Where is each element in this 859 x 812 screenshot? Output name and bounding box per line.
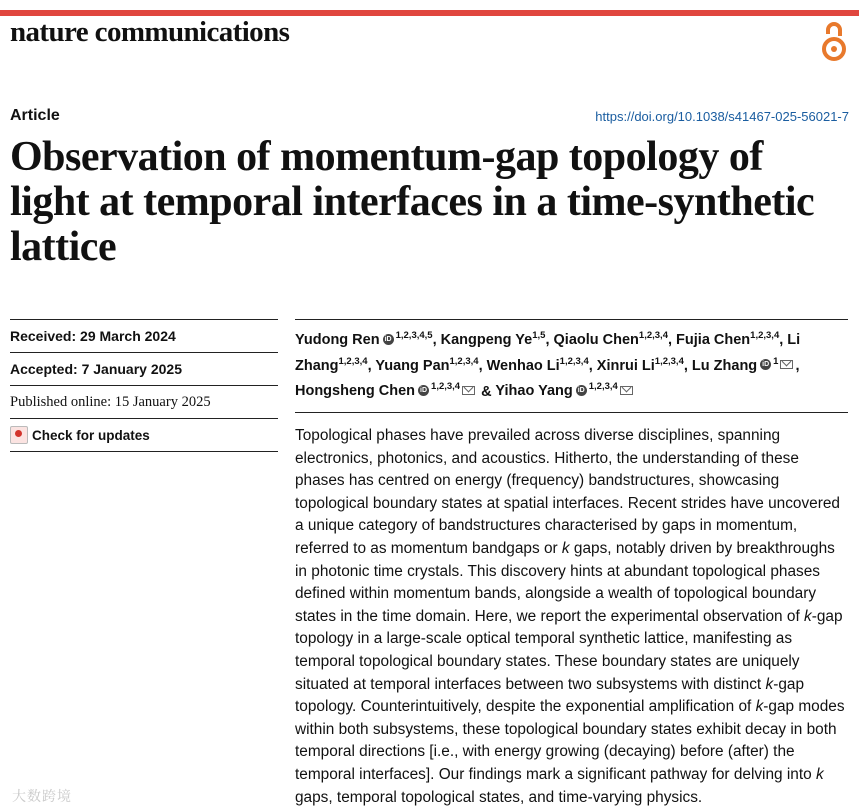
check-updates-icon	[10, 426, 28, 444]
author[interactable]	[596, 355, 684, 374]
article-title: Observation of momentum-gap topology of light at temporal interfaces in a time-synthetic lattice	[10, 134, 815, 270]
article-dates	[10, 319, 278, 452]
authors-top-rule	[295, 319, 848, 320]
received-label: Received:	[10, 328, 77, 344]
author-name: Qiaolu Chen	[553, 331, 639, 348]
author-affiliations: 1,2,3,4	[654, 355, 684, 367]
author-separator: ,	[779, 331, 788, 348]
author[interactable]	[375, 355, 479, 374]
accepted-label: Accepted:	[10, 361, 78, 377]
author-name: Li Zhang	[295, 331, 801, 374]
author[interactable]	[676, 332, 779, 348]
author-name: Kangpeng Ye	[440, 331, 533, 348]
received-row	[10, 319, 278, 352]
author-name: Hongsheng Chen	[295, 383, 416, 400]
author-affiliations: 1,5	[532, 330, 546, 341]
published-date: Published online: 15 January 2025	[10, 393, 211, 410]
author-name: Wenhao Li	[486, 357, 560, 374]
author-name: Yuang Pan	[375, 357, 450, 374]
orcid-icon[interactable]: iD	[420, 387, 428, 395]
author-affiliations: 1,2,3,4	[431, 381, 461, 393]
author-affiliations: 1,2,3,4	[750, 330, 780, 341]
author-name: Yudong Ren	[295, 331, 380, 348]
author[interactable]	[441, 332, 546, 348]
author-separator: &	[477, 383, 496, 400]
author-separator: ,	[795, 357, 800, 374]
accepted-date: 7 January 2025	[81, 361, 182, 377]
author[interactable]	[554, 332, 668, 348]
author[interactable]	[295, 332, 433, 348]
author-name: Fujia Chen	[676, 331, 751, 348]
author[interactable]	[295, 383, 477, 399]
author[interactable]	[495, 383, 634, 399]
accepted-row	[10, 352, 278, 385]
author-separator: ,	[478, 357, 487, 374]
author-separator: ,	[667, 331, 677, 348]
doi-link[interactable]: https://doi.org/10.1038/s41467-025-56021-7	[595, 109, 849, 124]
open-access-icon	[818, 20, 850, 64]
author-name: Xinrui Li	[596, 357, 655, 374]
orcid-icon[interactable]: iD	[762, 361, 770, 369]
journal-name[interactable]: nature communications	[10, 16, 290, 48]
email-icon[interactable]	[780, 360, 793, 369]
abstract: Topological phases have prevailed across diverse disciplines, spanning electronics, photonics, and acoustics. Hitherto, the understanding of these phases has centred on energy (frequency) bandstructures, showcasing topological boundary states at spatial interfaces. Recent strides have uncovered a unique category of bandstructures characterised by gaps in momentum, referred to as momentum bandgaps or k gaps, notably driven by breakthroughs in photonic time crystals. This discovery hints at abundant topological phases defined within momentum bands, alongside a wealth of topological boundary states in the time domain. Here, we report the experimental observation of k-gap topology in a large-scale optical temporal synthetic lattice, manifesting as temporal topological boundary states. These boundary states are uniquely situated at temporal interfaces between two subsystems with distinct k-gap topology. Counterintuitively, despite the exponential amplification of k-gap modes within both subsystems, these topological boundary states exhibit decay in both temporal directions [i.e., with energy growing (decaying) before (after) the temporal interfaces]. Our findings mark a significant pathway for delving into k gaps, temporal topological states, and time-varying physics.	[295, 427, 845, 806]
author-separator: ,	[588, 357, 597, 374]
author-separator: ,	[367, 357, 376, 374]
abstract-top-rule	[295, 412, 848, 413]
author-separator: ,	[683, 357, 692, 374]
author-affiliations: 1	[773, 355, 779, 367]
author-separator: ,	[432, 331, 441, 348]
author-name: Lu Zhang	[691, 357, 758, 374]
watermark: 大数跨境	[12, 788, 72, 804]
author-affiliations: 1,2,3,4	[559, 355, 589, 367]
author-separator: ,	[545, 331, 554, 348]
author-affiliations: 1,2,3,4	[338, 355, 368, 367]
author-affiliations: 1,2,3,4	[449, 355, 479, 367]
author[interactable]	[691, 355, 796, 374]
author-affiliations: 1,2,3,4	[588, 381, 618, 393]
check-updates-button[interactable]	[10, 418, 278, 452]
email-icon[interactable]	[620, 386, 633, 395]
check-updates-label: Check for updates	[32, 427, 150, 443]
author-affiliations: 1,2,3,4,5	[395, 330, 433, 341]
orcid-icon[interactable]: iD	[384, 335, 392, 343]
published-row	[10, 385, 278, 418]
email-icon[interactable]	[462, 386, 475, 395]
article-type-label: Article	[10, 107, 60, 124]
received-date: 29 March 2024	[80, 328, 176, 344]
author-list	[295, 325, 855, 402]
author[interactable]	[486, 355, 589, 374]
orcid-icon[interactable]: iD	[577, 387, 585, 395]
author-name: Yihao Yang	[495, 383, 573, 400]
author-affiliations: 1,2,3,4	[638, 330, 668, 341]
